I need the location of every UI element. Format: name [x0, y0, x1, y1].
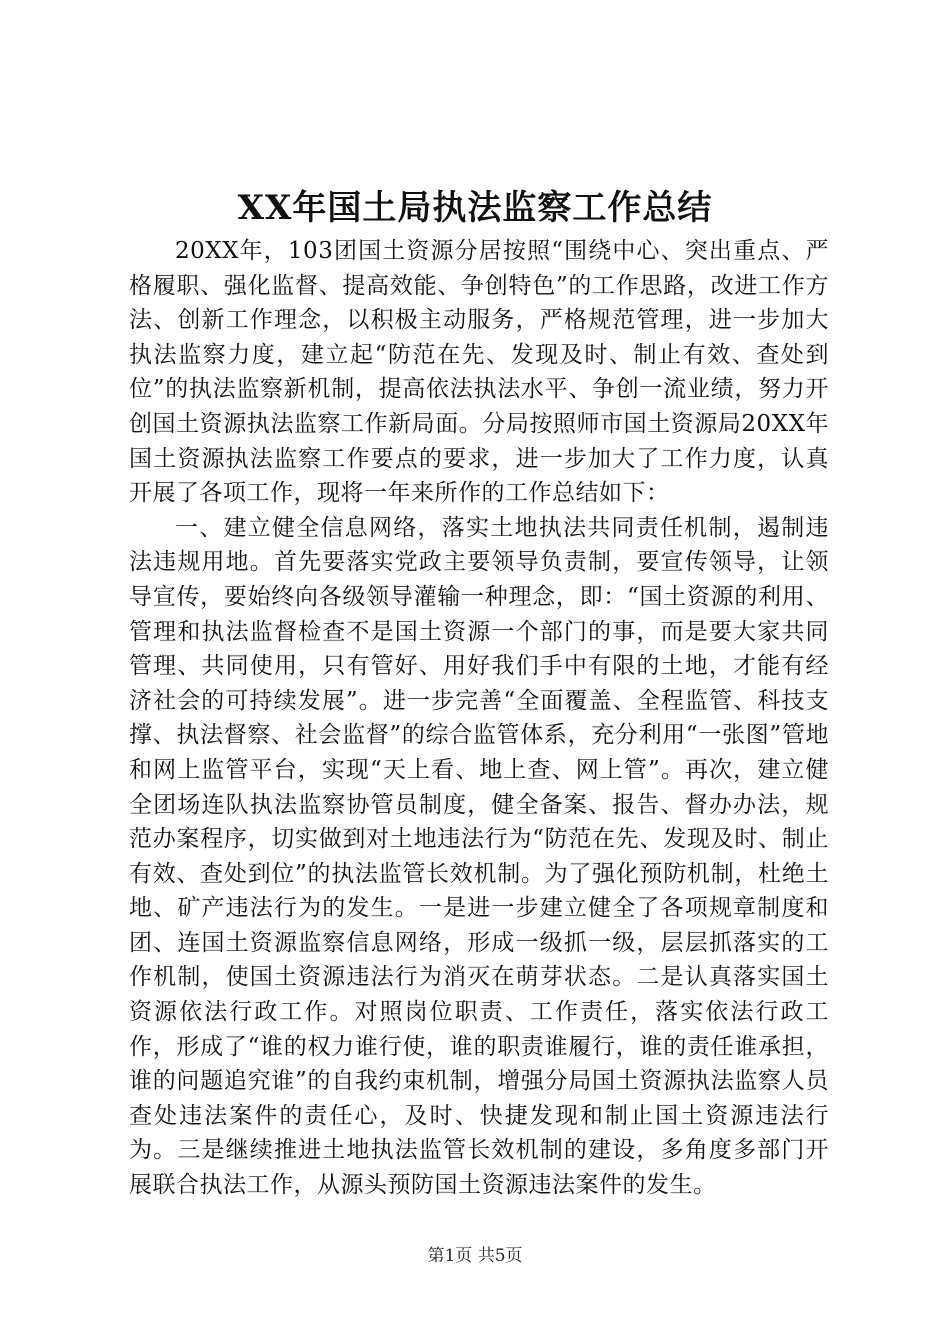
page-footer [0, 1244, 950, 1268]
document-body [129, 234, 829, 1203]
document-title: XX年国土局执法监察工作总结 [237, 188, 713, 228]
paragraph-intro: 20XX年，103团国土资源分居按照“围绕中心、突出重点、严格履职、强化监督、提高效能、争创特色”的工作思路，改进工作方法、创新工作理念，以积极主动服务，严格规范管理，进一步加大执法监察力度，建立起“防范在先、发现及时、制止有效、查处到位”的执法监察新机制，提高依法执法水平、争创一流业绩，努力开创国土资源执法监察工作新局面。分局按照师市国土资源局20XX年国土资源执法监察工作要点的要求，进一步加大了工作力度，认真开展了各项工作，现将一年来所作的工作总结如下： [129, 238, 829, 507]
page-number-indicator: 第1页 共5页 [427, 1246, 523, 1266]
paragraph-section-one: 一、建立健全信息网络，落实土地执法共同责任机制，遏制违法违规用地。首先要落实党政主要领导负责制，要宣传领导，让领导宣传，要始终向各级领导灌输一种理念，即：“国土资源的利用、管理和执法监督检查不是国土资源一个部门的事，而是要大家共同管理、共同使用，只有管好、用好我们手中有限的土地，才能有经济社会的可持续发展”。进一步完善“全面覆盖、全程监管、科技支撑、执法督察、社会监督”的综合监管体系，充分利用“一张图”管地和网上监管平台，实现“天上看、地上查、网上管”。再次，建立健全团场连队执法监察协管员制度，健全备案、报告、督办办法，规范办案程序，切实做到对土地违法行为“防范在先、发现及时、制止有效、查处到位”的执法监管长效机制。为了强化预防机制，杜绝土地、矿产违法行为的发生。一是进一步建立健全了各项规章制度和团、连国土资源监察信息网络，形成一级抓一级，层层抓落实的工作机制，使国土资源违法行为消灭在萌芽状态。二是认真落实国土资源依法行政工作。对照岗位职责、工作责任，落实依法行政工作，形成了“谁的权力谁行使，谁的职责谁履行，谁的责任谁承担，谁的问题追究谁”的自我约束机制，增强分局国土资源执法监察人员查处违法案件的责任心，及时、快捷发现和制止国土资源违法行为。三是继续推进土地执法监管长效机制的建设，多角度多部门开展联合执法工作，从源头预防国土资源违法案件的发生。 [129, 514, 829, 1199]
